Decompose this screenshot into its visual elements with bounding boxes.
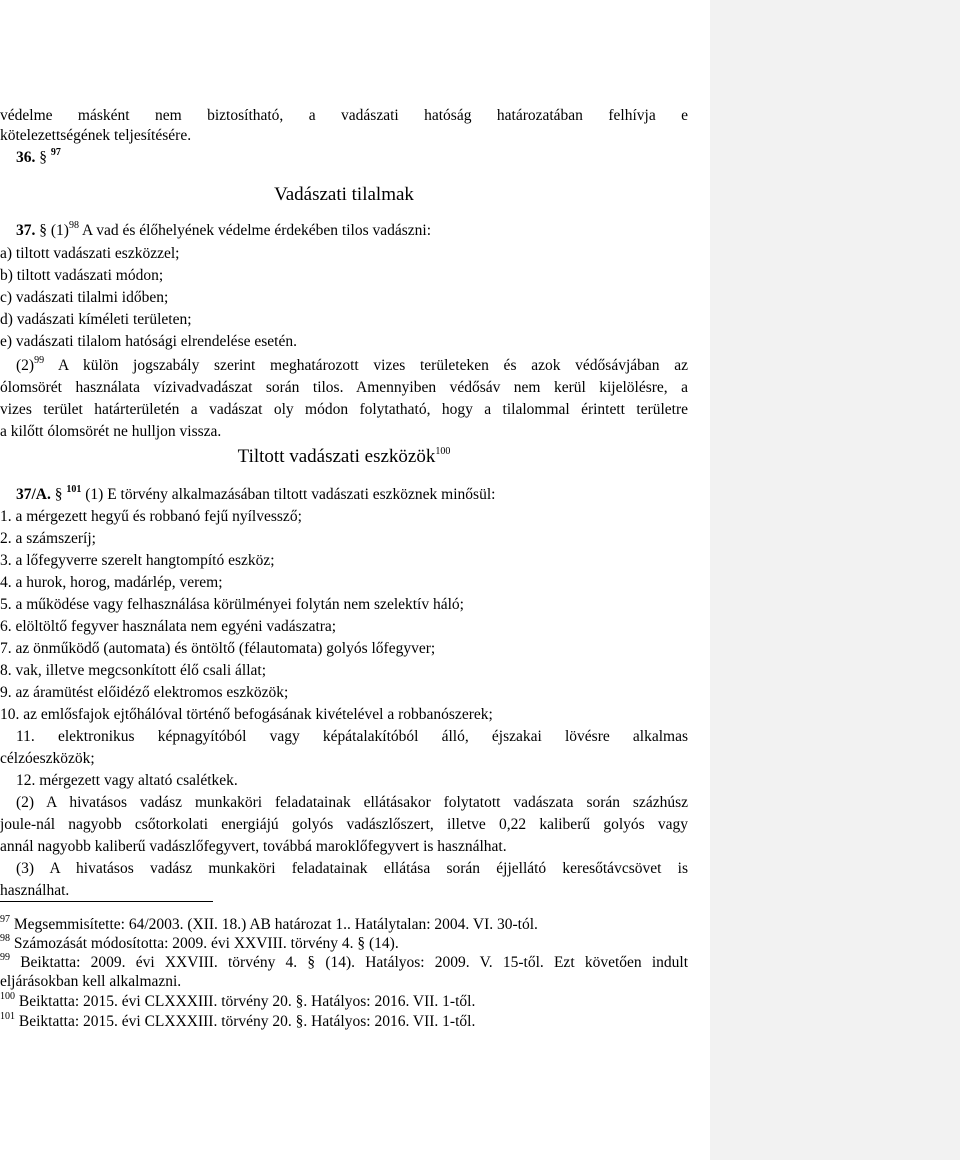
heading-text: Tiltott vadászati eszközök xyxy=(237,446,436,467)
list-item: d) vadászati kíméleti területen; xyxy=(0,311,192,328)
section-37a-number: 37/A. xyxy=(16,486,51,503)
footnote-text: Beiktatta: 2015. évi CLXXXIII. törvény 20. §. Hatályos: 2016. VII. 1-től. xyxy=(18,993,476,1010)
list-item: 9. az áramütést előidéző elektromos eszközök; xyxy=(0,684,289,701)
para-number: (2) xyxy=(16,357,35,374)
list-item: a) tiltott vadászati eszközzel; xyxy=(0,245,180,262)
footnote-ref-99[interactable]: 99 xyxy=(34,354,45,366)
list-item: 3. a lőfegyverre szerelt hangtompító eszköz; xyxy=(0,552,275,569)
section-37-number: 37. xyxy=(16,222,36,239)
comment-margin-pane xyxy=(710,0,960,1160)
footnote-number: 97 xyxy=(0,913,10,925)
list-item: e) vadászati tilalom hatósági elrendelése esetén. xyxy=(0,333,297,350)
list-item: c) vadászati tilalmi időben; xyxy=(0,289,169,306)
footnote-number: 98 xyxy=(0,932,10,944)
list-item-11-line-1: 11. elektronikus képnagyítóból vagy képátalakítóból álló, éjszakai lövésre alkalmas xyxy=(16,728,688,745)
section-37-para-1 xyxy=(16,221,704,241)
list-item: b) tiltott vadászati módon; xyxy=(0,267,164,284)
footnote-100 xyxy=(0,992,688,1011)
footnote-text: Beiktatta: 2015. évi CLXXXIII. törvény 20. §. Hatályos: 2016. VII. 1-től. xyxy=(18,1013,476,1030)
footnote-text: Számozását módosította: 2009. évi XXVIII. törvény 4. § (14). xyxy=(13,935,399,952)
section-36 xyxy=(16,148,704,168)
section-37a-para-3-line-1: (3) A hivatásos vadász munkaköri feladatainak ellátása során éjjellátó keresőtávcsövet is xyxy=(16,860,688,877)
section-37-para-2-line-3: vizes terület határterületén a vadászat oly módon folytatható, hogy a tilalommal érintett területre xyxy=(0,401,688,418)
section-37-para-2-line-4: a kilőtt ólomsörét ne hulljon vissza. xyxy=(0,423,222,440)
footnote-ref-100[interactable]: 100 xyxy=(435,445,451,457)
section-36-number: 36. xyxy=(16,149,36,166)
footnote-99-continued xyxy=(0,972,688,991)
section-37a-para-2-line-1: (2) A hivatásos vadász munkaköri feladatainak ellátásakor folytatott vadászata során százhúsz xyxy=(16,794,688,811)
footnote-ref-101[interactable]: 101 xyxy=(66,483,82,495)
list-item: 5. a működése vagy felhasználása körülményei folytán nem szelektív háló; xyxy=(0,596,464,613)
footnote-text: Beiktatta: 2009. évi XXVIII. törvény 4. § (14). Hatályos: 2009. V. 15-től. Ezt követően indult xyxy=(20,954,688,971)
list-item: 4. a hurok, horog, madárlép, verem; xyxy=(0,574,223,591)
section-37-para-2-line-1 xyxy=(16,356,688,376)
list-item: 7. az önműködő (automata) és öntöltő (félautomata) golyós lőfegyver; xyxy=(0,640,436,657)
section-37a-para-2-line-3: annál nagyobb kaliberű vadászlőfegyvert, továbbá maroklőfegyvert is használhat. xyxy=(0,838,507,855)
list-item: 1. a mérgezett hegyű és robbanó fejű nyílvessző; xyxy=(0,508,302,525)
para-text: (1) E törvény alkalmazásában tiltott vadászati eszköznek minősül: xyxy=(85,486,496,503)
section-sign: § xyxy=(39,149,47,166)
section-sign: § xyxy=(39,222,47,239)
para-text: A külön jogszabály szerint meghatározott vizes területeken és azok védősávjában az xyxy=(57,357,688,374)
heading-vadaszati-tilalmak: Vadászati tilalmak xyxy=(274,184,414,205)
list-item-11-line-2: célzóeszközök; xyxy=(0,750,95,767)
section-37a-para-3-line-2: használhat. xyxy=(0,882,70,899)
footnote-text: Megsemmisítette: 64/2003. (XII. 18.) AB határozat 1.. Hatálytalan: 2004. VI. 30-tól. xyxy=(13,916,538,933)
continuation-line-1: védelme másként nem biztosítható, a vadászati hatóság határozatában felhívja e xyxy=(0,107,688,124)
section-37-para-2-line-2: ólomsörét használata vízivadvadászat során tilos. Amennyiben védősáv nem kerül kijelölésre, a xyxy=(0,379,688,396)
heading-tiltott-eszkozok xyxy=(0,446,688,468)
footnote-number: 100 xyxy=(0,990,15,1002)
para-text: A vad és élőhelyének védelme érdekében tilos vadászni: xyxy=(81,222,432,239)
list-item: 8. vak, illetve megcsonkított élő csali állat; xyxy=(0,662,267,679)
footnote-ref-97[interactable]: 97 xyxy=(50,146,61,158)
footnote-number: 99 xyxy=(0,951,10,963)
footnote-98 xyxy=(0,934,688,953)
continuation-line-2: kötelezettségének teljesítésére. xyxy=(0,127,192,144)
footnote-text: eljárásokban kell alkalmazni. xyxy=(0,973,182,990)
footnote-number: 101 xyxy=(0,1010,15,1022)
list-item: 2. a számszeríj; xyxy=(0,530,96,547)
section-37a-para-1 xyxy=(16,485,704,505)
footnote-97 xyxy=(0,915,688,934)
footnote-101 xyxy=(0,1012,688,1031)
list-item: 10. az emlősfajok ejtőhálóval történő befogásának kivételével a robbanószerek; xyxy=(0,706,493,723)
list-item-12: 12. mérgezett vagy altató csalétkek. xyxy=(16,772,238,789)
footnote-ref-98[interactable]: 98 xyxy=(68,219,79,231)
para-number: (1) xyxy=(50,222,69,239)
footnote-99 xyxy=(0,953,688,972)
section-sign: § xyxy=(54,486,63,503)
list-item: 6. elöltöltő fegyver használata nem egyéni vadászatra; xyxy=(0,618,337,635)
footnote-separator xyxy=(0,901,213,902)
section-37a-para-2-line-2: joule-nál nagyobb csőtorkolati energiájú golyós vadászlőszert, illetve 0,22 kaliberű golyós vagy xyxy=(0,816,688,833)
